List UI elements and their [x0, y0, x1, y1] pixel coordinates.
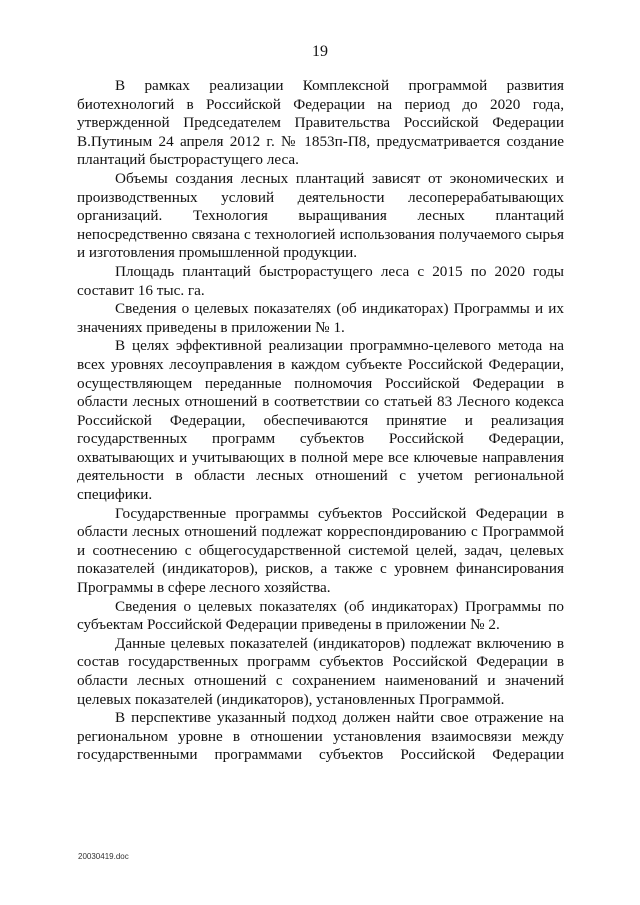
paragraph-indicators-appendix-2: Сведения о целевых показателях (об индикаторах) Программы по субъектам Российской Федерации приведены в приложении № 2.: [77, 597, 564, 634]
page-number: 19: [312, 43, 328, 60]
paragraph-perspective: В перспективе указанный подход должен найти свое отражение на региональном уровне в отношении установления взаимосвязи между государственными программами субъектов Российской Федерации: [77, 709, 564, 764]
paragraph-correspondence: Государственные программы субъектов Российской Федерации в области лесных отношений подлежат корреспондированию с Программой и соотнесению с общегосударственной системой целей, задач, целевых показателей (индикаторов), рисков, а также с уровнем финансирования Программы в сфере лесного хозяйства.: [77, 504, 564, 597]
paragraph-indicator-inclusion: Данные целевых показателей (индикаторов) подлежат включению в состав государственных программ субъектов Российской Федерации в области лесных отношений с сохранением наименований и значений целевых показателей (индикаторов), установленных Программой.: [77, 634, 564, 708]
paragraph-indicators-appendix-1: Сведения о целевых показателях (об индикаторах) Программы и их значениях приведены в приложении № 1.: [77, 300, 564, 336]
document-body: [77, 77, 564, 765]
file-name-footer: 20030419.doc: [78, 852, 129, 861]
paragraph-biotech-program: В рамках реализации Комплексной программой развития биотехнологий в Российской Федерации на период до 2020 года, утвержденной Председателем Правительства Российской Федерации В.Путиным 24 апреля 2012 г. № 1853п-П8, предусматривается создание плантаций быстрорастущего леса.: [77, 77, 564, 169]
paragraph-regional-programs: В целях эффективной реализации программно-целевого метода на всех уровнях лесоуправления в каждом субъекте Российской Федерации, осуществляющем переданные полномочия Российской Федерации в области лесных отношений в соответствии со статьей 83 Лесного кодекса Российской Федерации, обеспечиваются принятие и реализация государственных программ субъектов Российской Федерации, охватывающих и учитывающих в полной мере все ключевые направления деятельности в области лесных отношений с учетом региональной специфики.: [77, 337, 564, 504]
paragraph-plantation-area: Площадь плантаций быстрорастущего леса с 2015 по 2020 годы составит 16 тыс. га.: [77, 262, 564, 299]
paragraph-plantation-volumes: Объемы создания лесных плантаций зависят от экономических и производственных условий деятельности лесоперерабатывающих организаций. Технология выращивания лесных плантаций непосредственно связана с технологией использования получаемого сырья и изготовления промышленной продукции.: [77, 169, 564, 262]
